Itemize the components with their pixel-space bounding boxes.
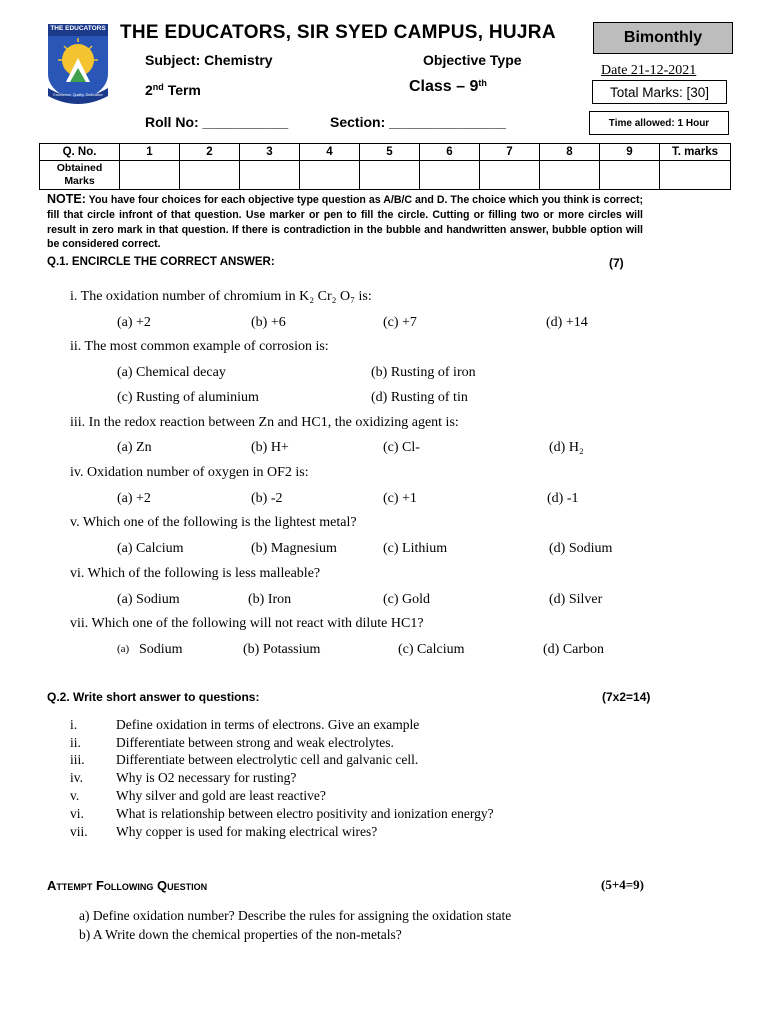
mcq-question-7: vii. Which one of the following will not react with dilute HC1? <box>70 616 424 631</box>
mcq-option[interactable]: (d) +14 <box>546 315 588 330</box>
mcq-option[interactable]: (c) Calcium <box>398 642 465 657</box>
marks-cell[interactable] <box>600 161 660 190</box>
table-header-cell: 4 <box>300 144 360 161</box>
class-suffix: th <box>478 78 487 88</box>
term-suffix: nd <box>152 82 164 92</box>
mcq-option[interactable]: (d) Rusting of tin <box>371 390 468 405</box>
mcq-question-5: v. Which one of the following is the lightest metal? <box>70 515 357 530</box>
logo-motto: Excellence. Quality. Dedication <box>53 93 103 97</box>
table-header-cell: 2 <box>180 144 240 161</box>
mcq-option[interactable]: (a) +2 <box>117 315 151 330</box>
mcq-option[interactable]: (c) Lithium <box>383 541 448 556</box>
section-field: Section: _______________ <box>330 114 506 130</box>
marks-cell[interactable] <box>660 161 731 190</box>
short-question-number: vi. <box>70 806 84 821</box>
mcq-option[interactable]: (d) Silver <box>549 592 603 607</box>
mcq-option[interactable]: (b) Iron <box>248 592 292 607</box>
short-question-text: What is relationship between electro positivity and ionization energy? <box>116 806 494 821</box>
class-label <box>409 78 487 96</box>
table-header-cell: 3 <box>240 144 300 161</box>
subject-label: Subject: Chemistry <box>145 52 273 68</box>
school-name: THE EDUCATORS, SIR SYED CAMPUS, HUJRA <box>120 22 556 43</box>
q2-marks: (7x2=14) <box>602 690 651 704</box>
mcq-option[interactable]: (c) Rusting of aluminium <box>117 390 259 405</box>
short-question-text: Differentiate between electrolytic cell and galvanic cell. <box>116 752 419 767</box>
time-allowed: Time allowed: 1 Hour <box>589 111 729 135</box>
roll-number-field: Roll No: ___________ <box>145 114 289 130</box>
short-question-number: i. <box>70 717 78 732</box>
table-header-row <box>40 144 731 161</box>
obtained-label-line1: Obtained <box>56 162 103 174</box>
q1-title: Q.1. ENCIRCLE THE CORRECT ANSWER: <box>47 256 275 268</box>
exam-type-badge: Bimonthly <box>593 22 733 54</box>
short-question-text: Why copper is used for making electrical wires? <box>116 824 378 839</box>
term-word: Term <box>167 82 201 98</box>
mcq-option[interactable]: (b) Magnesium <box>251 541 337 556</box>
marks-table <box>39 143 731 190</box>
mcq-option[interactable]: (c) +1 <box>383 491 417 506</box>
mcq-option[interactable]: (a) Chemical decay <box>117 365 226 380</box>
mcq-option[interactable]: (d) H₂ <box>549 440 584 455</box>
table-header-cell: 9 <box>600 144 660 161</box>
marks-cell[interactable] <box>300 161 360 190</box>
exam-date: Date 21-12-2021 <box>601 63 697 78</box>
short-question-number: iv. <box>70 770 83 785</box>
mcq-option[interactable]: (a) +2 <box>117 491 151 506</box>
short-question-number: v. <box>70 788 80 803</box>
table-header-cell: Q. No. <box>40 144 120 161</box>
marks-cell[interactable] <box>240 161 300 190</box>
mcq-option[interactable]: (b) -2 <box>251 491 283 506</box>
obtained-marks-label <box>40 161 120 190</box>
q3-title: Attempt Following Question <box>47 878 208 893</box>
q1-marks: (7) <box>609 256 624 270</box>
mcq-question-4: iv. Oxidation number of oxygen in OF2 is: <box>70 465 309 480</box>
paper-type-label: Objective Type <box>423 52 522 68</box>
class-text: Class – 9 <box>409 78 479 95</box>
marks-cell[interactable] <box>540 161 600 190</box>
marks-cell[interactable] <box>120 161 180 190</box>
instructions-note <box>47 192 643 252</box>
mcq-question-1: i. The oxidation number of chromium in K₂ Cr₂ O₇ is: <box>70 289 372 304</box>
mcq-option[interactable]: (d) -1 <box>547 491 579 506</box>
short-question-number: ii. <box>70 735 81 750</box>
marks-cell[interactable] <box>360 161 420 190</box>
term-label <box>145 82 201 98</box>
mcq-option[interactable]: (b) +6 <box>251 315 286 330</box>
term-number: 2 <box>145 82 153 98</box>
mcq-option[interactable]: (c) Cl- <box>383 440 420 455</box>
note-label: NOTE: <box>47 192 86 206</box>
mcq-question-6: vi. Which of the following is less malleable? <box>70 566 321 581</box>
table-header-cell: 5 <box>360 144 420 161</box>
table-header-cell: 8 <box>540 144 600 161</box>
mcq-question-3: iii. In the redox reaction between Zn and HC1, the oxidizing agent is: <box>70 415 459 430</box>
short-question-text: Define oxidation in terms of electrons. Give an example <box>116 717 420 732</box>
total-marks: Total Marks: [30] <box>592 80 727 104</box>
table-header-cell: 6 <box>420 144 480 161</box>
logo-text: THE EDUCATORS <box>50 25 106 32</box>
mcq-option[interactable]: (d) Sodium <box>549 541 613 556</box>
mcq-option[interactable]: (a) Sodium <box>117 592 180 607</box>
short-question-text: Why silver and gold are least reactive? <box>116 788 326 803</box>
obtained-label-line2: Marks <box>64 175 95 187</box>
long-question-a: a) Define oxidation number? Describe the rules for assigning the oxidation state <box>79 908 512 923</box>
mcq-question-2: ii. The most common example of corrosion is: <box>70 339 329 354</box>
table-header-cell: 7 <box>480 144 540 161</box>
obtained-marks-row <box>40 161 731 190</box>
q2-title: Q.2. Write short answer to questions: <box>47 690 260 704</box>
short-question-number: vii. <box>70 824 88 839</box>
note-text: You have four choices for each objective type question as A/B/C and D. The choice which you think is correct; fill that circle infront of that question. Use marker or pen to fill the circle. Cutting or filling two or more circles will result in zero mark in that question. If there is contradiction in the bubble and handwritten answer, bubble option will be considered correct. <box>47 194 643 251</box>
mcq-option[interactable]: (c) Gold <box>383 592 431 607</box>
mcq-option[interactable]: (b) Potassium <box>243 642 321 657</box>
mcq-option-a-label[interactable]: (a) <box>117 643 130 655</box>
q3-marks: (5+4=9) <box>601 877 644 892</box>
mcq-option[interactable]: (a) Calcium <box>117 541 184 556</box>
table-header-cell: 1 <box>120 144 180 161</box>
mcq-option[interactable]: (b) Rusting of iron <box>371 365 476 380</box>
marks-cell[interactable] <box>180 161 240 190</box>
table-header-cell: T. marks <box>660 144 731 161</box>
mcq-option[interactable]: (d) Carbon <box>543 642 605 657</box>
mcq-option[interactable]: Sodium <box>139 642 183 657</box>
mcq-option[interactable]: (c) +7 <box>383 315 417 330</box>
short-question-number: iii. <box>70 752 85 767</box>
short-question-text: Why is O2 necessary for rusting? <box>116 770 297 785</box>
mcq-option[interactable]: (b) H+ <box>251 440 289 455</box>
marks-cell[interactable] <box>480 161 540 190</box>
short-question-text: Differentiate between strong and weak electrolytes. <box>116 735 394 750</box>
mcq-option[interactable]: (a) Zn <box>117 440 152 455</box>
marks-cell[interactable] <box>420 161 480 190</box>
long-question-b: b) A Write down the chemical properties of the non-metals? <box>79 927 402 942</box>
school-logo <box>44 22 112 108</box>
